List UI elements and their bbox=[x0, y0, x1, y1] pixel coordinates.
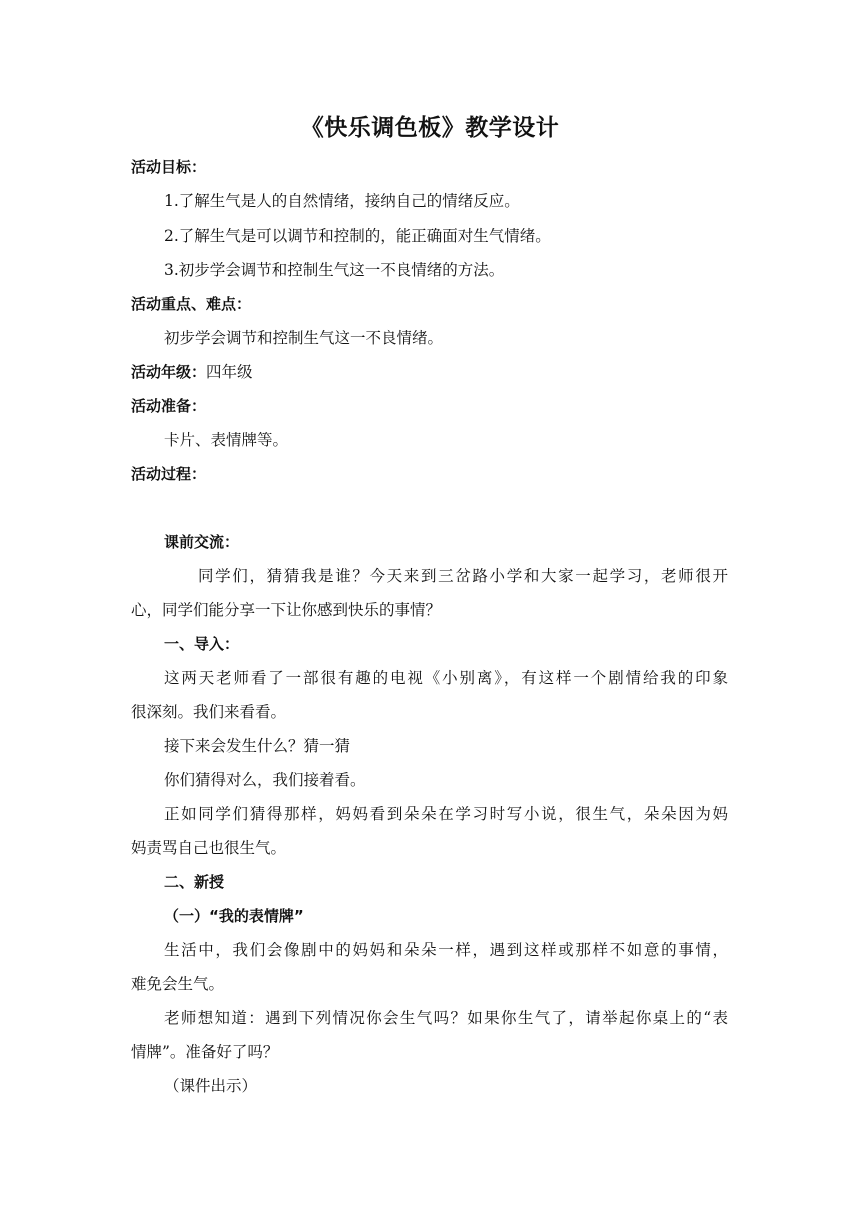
intro-paragraph-1-line-2: 很深刻。我们来看看。 bbox=[131, 703, 287, 721]
intro-heading: 一、导入： bbox=[164, 635, 240, 653]
intro-paragraph-3: 你们猜得对么，我们接着看。 bbox=[164, 771, 366, 789]
goal-item-3: 3.初步学会调节和控制生气这一不良情绪的方法。 bbox=[164, 261, 505, 279]
goal-item-2: 2.了解生气是可以调节和控制的，能正确面对生气情绪。 bbox=[164, 227, 551, 245]
grade-value: 四年级 bbox=[206, 363, 253, 381]
intro-paragraph-4-line-1: 正如同学们猜得那样，妈妈看到朵朵在学习时写小说，很生气，朵朵因为妈 bbox=[164, 805, 728, 823]
grade-heading: 活动年级： bbox=[131, 363, 207, 381]
focus-text: 初步学会调节和控制生气这一不良情绪。 bbox=[164, 329, 444, 347]
focus-heading: 活动重点、难点： bbox=[131, 295, 252, 313]
prep-heading: 活动准备： bbox=[131, 397, 207, 415]
goal-item-1: 1.了解生气是人的自然情绪，接纳自己的情绪反应。 bbox=[164, 192, 520, 210]
new-paragraph-1-line-2: 难免会生气。 bbox=[131, 975, 225, 993]
new-paragraph-2-line-2: 情牌”。准备好了吗？ bbox=[131, 1043, 279, 1061]
new-paragraph-2-line-1: 老师想知道：遇到下列情况你会生气吗？如果你生气了，请举起你桌上的“表 bbox=[164, 1009, 728, 1027]
document-title: 《快乐调色板》教学设计 bbox=[300, 115, 560, 141]
pre-class-paragraph-line-2: 心，同学们能分享一下让你感到快乐的事情？ bbox=[131, 601, 442, 619]
sub-section-heading: （一）“我的表情牌” bbox=[164, 907, 304, 925]
courseware-note: （课件出示） bbox=[164, 1077, 258, 1095]
intro-paragraph-1-line-1: 这两天老师看了一部很有趣的电视《小别离》，有这样一个剧情给我的印象 bbox=[164, 669, 728, 687]
prep-text: 卡片、表情牌等。 bbox=[164, 431, 289, 449]
intro-paragraph-4-line-2: 妈责骂自己也很生气。 bbox=[131, 839, 287, 857]
new-lesson-heading: 二、新授 bbox=[164, 873, 225, 891]
pre-class-heading: 课前交流： bbox=[164, 533, 240, 551]
pre-class-paragraph-line-1: 同学们，猜猜我是谁？今天来到三岔路小学和大家一起学习，老师很开 bbox=[198, 567, 728, 585]
intro-paragraph-2: 接下来会发生什么？猜一猜 bbox=[164, 737, 351, 755]
process-heading: 活动过程： bbox=[131, 465, 207, 483]
grade-row bbox=[131, 362, 253, 382]
new-paragraph-1-line-1: 生活中，我们会像剧中的妈妈和朵朵一样，遇到这样或那样不如意的事情， bbox=[164, 941, 728, 959]
goals-heading: 活动目标： bbox=[131, 158, 207, 176]
